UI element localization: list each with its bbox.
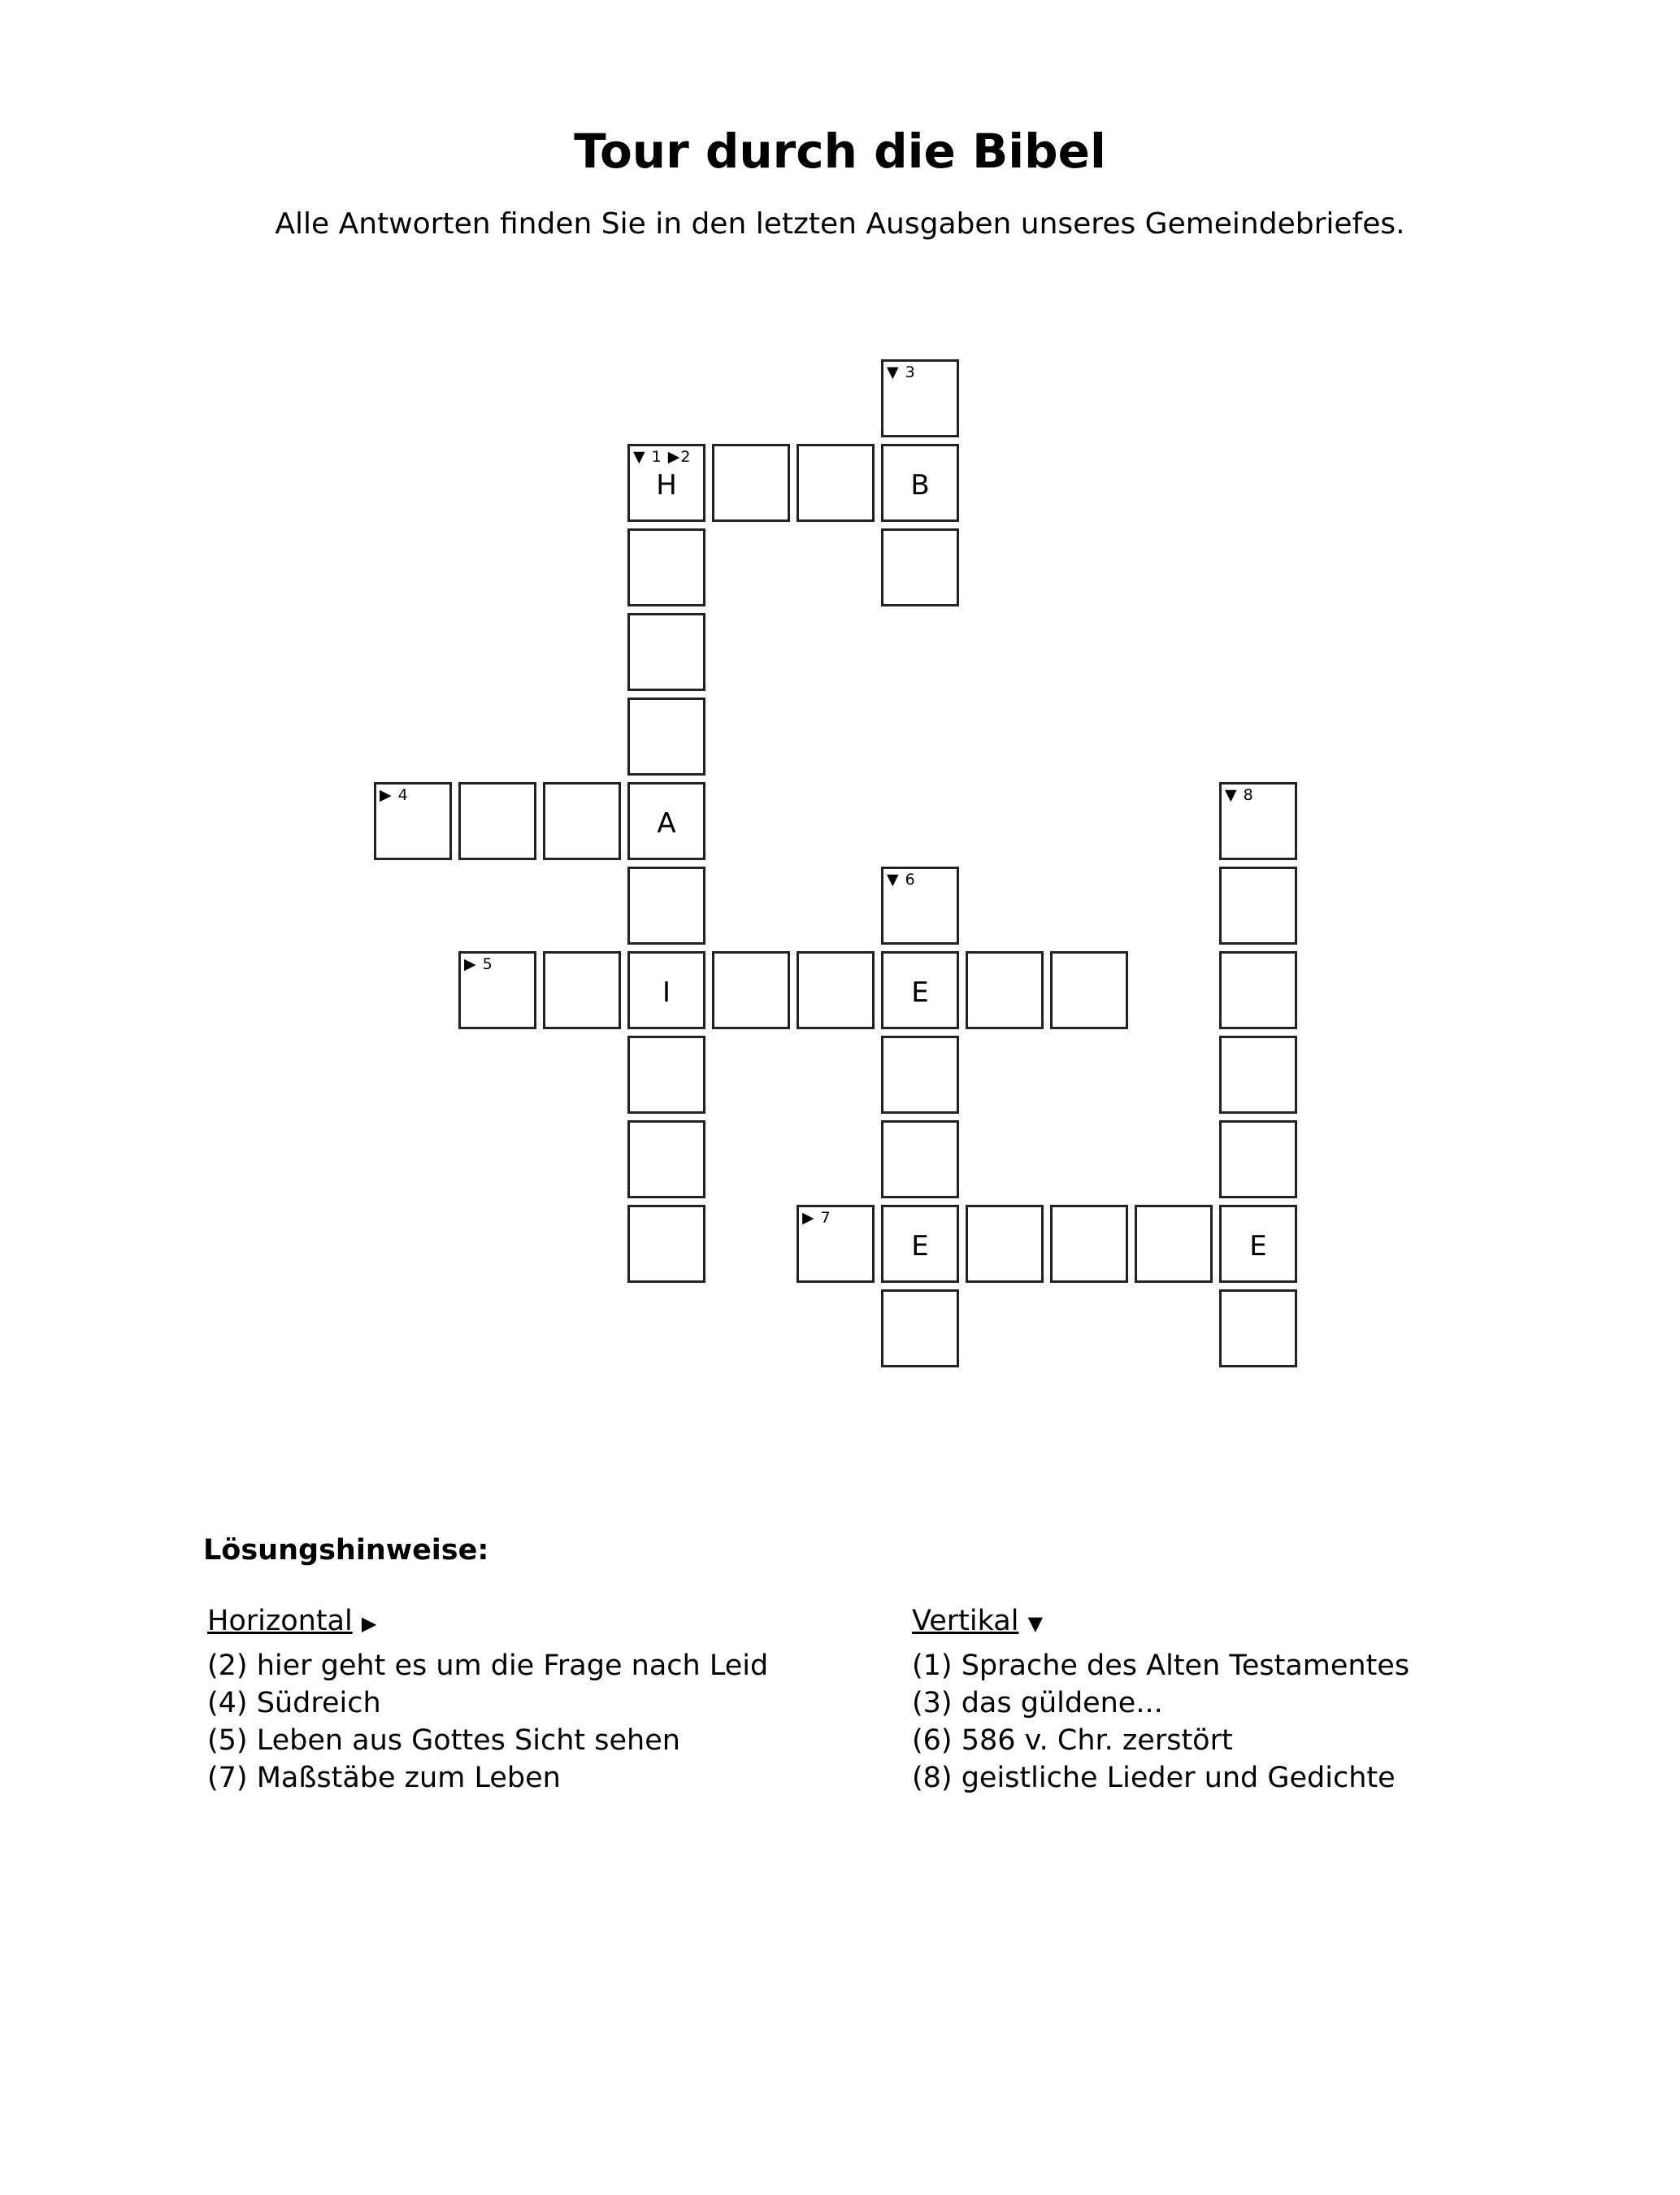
crossword-cell[interactable] <box>627 867 705 945</box>
cell-letter: B <box>910 469 930 502</box>
crossword-cell[interactable] <box>712 444 790 522</box>
horizontal-arrow-icon: ▶ <box>361 1612 377 1635</box>
crossword-cell[interactable] <box>1219 1205 1297 1283</box>
crossword-cell[interactable] <box>712 951 790 1029</box>
horizontal-hints-header <box>207 1603 874 1639</box>
clue-number: ▼ 1 ▶2 <box>633 448 692 466</box>
crossword-cell[interactable] <box>627 1120 705 1198</box>
page-subtitle: Alle Antworten finden Sie in den letzten Ausgaben unseres Gemeindebriefes. <box>275 207 1405 241</box>
crossword-cell[interactable] <box>1050 1205 1128 1283</box>
hint-item: (1) Sprache des Alten Testamentes <box>912 1650 1410 1682</box>
crossword-cell[interactable] <box>1219 782 1297 860</box>
crossword-cell[interactable] <box>627 613 705 691</box>
horizontal-hints <box>207 1603 874 1797</box>
crossword-cell[interactable] <box>374 782 452 860</box>
crossword-cell[interactable] <box>1050 951 1128 1029</box>
crossword-cell[interactable] <box>627 444 705 522</box>
cell-letter: E <box>911 1230 929 1263</box>
vertical-arrow-icon: ▼ <box>1027 1612 1044 1635</box>
crossword-cell[interactable] <box>1135 1205 1213 1283</box>
crossword-cell[interactable] <box>627 528 705 606</box>
clue-number: ▼ 8 <box>1225 786 1254 804</box>
crossword-cell[interactable] <box>966 1205 1044 1283</box>
cell-letter: I <box>662 976 671 1009</box>
crossword-cell[interactable] <box>881 528 959 606</box>
crossword-cell[interactable] <box>1219 1036 1297 1114</box>
crossword-cell[interactable] <box>881 1120 959 1198</box>
clue-number: ▶ 7 <box>802 1209 831 1227</box>
clue-number: ▶ 5 <box>464 955 493 973</box>
crossword-cell[interactable] <box>881 1289 959 1367</box>
vertical-hints <box>912 1603 1578 1797</box>
clue-number: ▼ 3 <box>887 363 916 381</box>
crossword-cell[interactable] <box>881 867 959 945</box>
crossword-cell[interactable] <box>543 951 621 1029</box>
vertical-label: Vertikal <box>912 1605 1019 1637</box>
page-title: Tour durch die Bibel <box>574 124 1106 179</box>
crossword-cell[interactable] <box>458 782 536 860</box>
horizontal-label: Horizontal <box>207 1605 353 1637</box>
crossword-cell[interactable] <box>881 1205 959 1283</box>
crossword-cell[interactable] <box>458 951 536 1029</box>
crossword-cell[interactable] <box>543 782 621 860</box>
crossword-cell[interactable] <box>1219 1120 1297 1198</box>
crossword-cell[interactable] <box>797 444 875 522</box>
crossword-cell[interactable] <box>881 1036 959 1114</box>
cell-letter: A <box>657 807 676 840</box>
hint-item: (4) Südreich <box>207 1687 381 1719</box>
cell-letter: E <box>1249 1230 1267 1263</box>
hint-item: (7) Maßstäbe zum Leben <box>207 1762 561 1794</box>
cell-letter: E <box>911 976 929 1009</box>
crossword-cell[interactable] <box>1219 1289 1297 1367</box>
crossword-cell[interactable] <box>627 1205 705 1283</box>
hint-item: (8) geistliche Lieder und Gedichte <box>912 1762 1396 1794</box>
crossword-cell[interactable] <box>627 1036 705 1114</box>
crossword-cell[interactable] <box>797 951 875 1029</box>
crossword-cell[interactable] <box>627 951 705 1029</box>
hints-heading: Lösungshinweise: <box>203 1534 489 1567</box>
crossword-cell[interactable] <box>966 951 1044 1029</box>
clue-number: ▶ 4 <box>380 786 409 804</box>
hint-item: (6) 586 v. Chr. zerstört <box>912 1724 1233 1757</box>
hint-item: (3) das güldene... <box>912 1687 1163 1719</box>
crossword-cell[interactable] <box>881 951 959 1029</box>
crossword-cell[interactable] <box>881 359 959 437</box>
cell-letter: H <box>656 469 677 502</box>
crossword-cell[interactable] <box>1219 951 1297 1029</box>
hint-item: (5) Leben aus Gottes Sicht sehen <box>207 1724 680 1757</box>
crossword-cell[interactable] <box>797 1205 875 1283</box>
clue-number: ▼ 6 <box>887 871 916 889</box>
vertical-hints-header <box>912 1603 1578 1639</box>
hint-item: (2) hier geht es um die Frage nach Leid <box>207 1650 769 1682</box>
crossword-cell[interactable] <box>1219 867 1297 945</box>
crossword-cell[interactable] <box>627 698 705 776</box>
crossword-cell[interactable] <box>881 444 959 522</box>
crossword-cell[interactable] <box>627 782 705 860</box>
